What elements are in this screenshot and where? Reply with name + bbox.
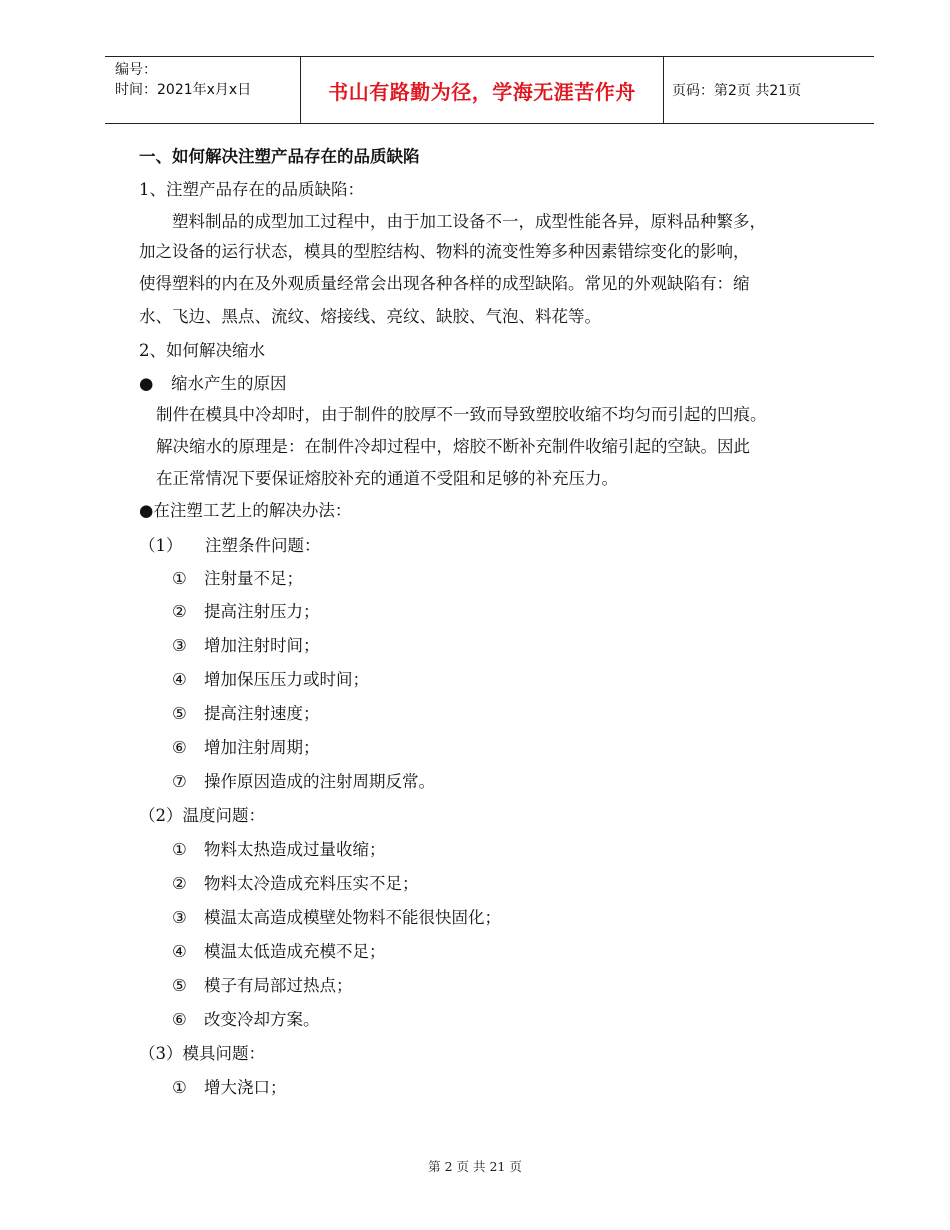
page-header bbox=[105, 56, 874, 124]
section-title: 一、如何解决注塑产品存在的品质缺陷 bbox=[139, 147, 420, 166]
group-1-label: （1） bbox=[139, 536, 183, 555]
header-page-cell bbox=[664, 57, 874, 123]
header-time: 时间：2021年x月x日 bbox=[115, 82, 252, 98]
list-item bbox=[172, 941, 386, 963]
item-text: 物料太冷造成充料压实不足； bbox=[204, 874, 419, 893]
group-3-heading: （3）模具问题： bbox=[139, 1044, 265, 1063]
header-number-label: 编号： bbox=[115, 62, 157, 78]
bullet-item bbox=[139, 373, 287, 395]
paragraph-2-line-3: 在正常情况下要保证熔胶补充的通道不受阻和足够的补充压力。 bbox=[156, 469, 618, 488]
header-motto-cell bbox=[301, 57, 664, 123]
group-2-heading: （2）温度问题： bbox=[139, 806, 265, 825]
item-text: 提高注射速度； bbox=[204, 704, 320, 723]
paragraph-2-line-2: 解决缩水的原理是：在制件冷却过程中，熔胶不断补充制件收缩引起的空缺。因此 bbox=[156, 437, 750, 456]
group-1-title: 注塑条件问题： bbox=[205, 536, 321, 555]
item-number: ② bbox=[172, 602, 187, 621]
list-item bbox=[172, 568, 303, 590]
list-item bbox=[172, 975, 353, 997]
paragraph-1-line-1: 塑料制品的成型加工过程中，由于加工设备不一，成型性能各异，原料品种繁多， bbox=[172, 212, 766, 231]
item-number: ④ bbox=[172, 942, 187, 961]
list-item bbox=[172, 703, 320, 725]
paragraph-1-line-4: 水、飞边、黑点、流纹、熔接线、亮纹、缺胶、气泡、料花等。 bbox=[139, 307, 601, 326]
item-text: 物料太热造成过量收缩； bbox=[204, 840, 386, 859]
paragraph-1-line-3: 使得塑料的内在及外观质量经常会出现各种各样的成型缺陷。常见的外观缺陷有：缩 bbox=[139, 274, 750, 293]
list-item bbox=[172, 1009, 320, 1031]
bullet-text: 缩水产生的原因 bbox=[171, 374, 287, 393]
subheading-1: 1、注塑产品存在的品质缺陷： bbox=[139, 180, 364, 199]
item-text: 模温太高造成模壁处物料不能很快固化； bbox=[204, 908, 501, 927]
list-item bbox=[172, 907, 501, 929]
item-number: ⑤ bbox=[172, 976, 187, 995]
group-1-heading bbox=[139, 535, 321, 557]
item-text: 增加保压压力或时间； bbox=[204, 670, 369, 689]
item-text: 增大浇口； bbox=[204, 1078, 287, 1097]
header-meta-cell bbox=[105, 57, 301, 123]
paragraph-1-line-2: 加之设备的运行状态，模具的型腔结构、物料的流变性筹多种因素错综变化的影响， bbox=[139, 242, 750, 261]
list-item bbox=[172, 771, 435, 793]
item-number: ③ bbox=[172, 908, 187, 927]
item-number: ⑥ bbox=[172, 738, 187, 757]
item-text: 注射量不足； bbox=[204, 569, 303, 588]
item-number: ⑥ bbox=[172, 1010, 187, 1029]
list-item bbox=[172, 669, 369, 691]
item-number: ① bbox=[172, 569, 187, 588]
header-page-number: 页码：第2页 共21页 bbox=[672, 83, 802, 99]
paragraph-2-line-1: 制件在模具中冷却时，由于制件的胶厚不一致而导致塑胶收缩不均匀而引起的凹痕。 bbox=[156, 405, 767, 424]
bullet-dot: ● bbox=[139, 374, 154, 393]
item-text: 模子有局部过热点； bbox=[204, 976, 353, 995]
item-text: 增加注射时间； bbox=[204, 636, 320, 655]
list-item bbox=[172, 839, 386, 861]
subheading-2: 2、如何解决缩水 bbox=[139, 341, 265, 360]
item-text: 操作原因造成的注射周期反常。 bbox=[204, 772, 435, 791]
bullet-method-heading: ●在注塑工艺上的解决办法： bbox=[139, 501, 352, 520]
item-text: 改变冷却方案。 bbox=[204, 1010, 320, 1029]
item-number: ⑤ bbox=[172, 704, 187, 723]
header-motto: 书山有路勤为径，学海无涯苦作舟 bbox=[328, 79, 636, 104]
item-number: ② bbox=[172, 874, 187, 893]
list-item bbox=[172, 1077, 287, 1099]
item-text: 提高注射压力； bbox=[204, 602, 320, 621]
item-number: ⑦ bbox=[172, 772, 187, 791]
item-text: 增加注射周期； bbox=[204, 738, 320, 757]
list-item bbox=[172, 873, 419, 895]
item-number: ① bbox=[172, 1078, 187, 1097]
list-item bbox=[172, 737, 320, 759]
page-footer: 第 2 页 共 21 页 bbox=[428, 1159, 522, 1174]
item-number: ④ bbox=[172, 670, 187, 689]
list-item bbox=[172, 601, 320, 623]
list-item bbox=[172, 635, 320, 657]
item-number: ① bbox=[172, 840, 187, 859]
item-text: 模温太低造成充模不足； bbox=[204, 942, 386, 961]
item-number: ③ bbox=[172, 636, 187, 655]
